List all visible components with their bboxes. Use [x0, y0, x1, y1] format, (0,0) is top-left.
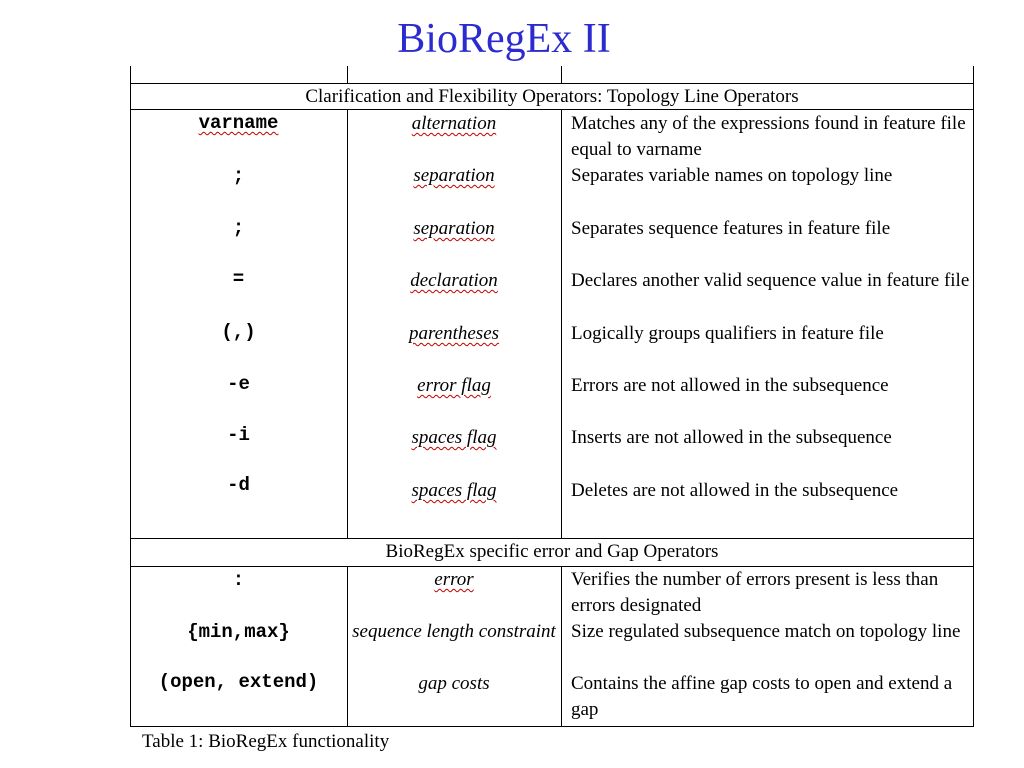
name-cell: [347, 163, 561, 189]
name-text: separation: [413, 218, 495, 239]
description-cell: Logically groups qualifiers in feature file: [571, 323, 884, 344]
name-text: spaces flag: [411, 427, 497, 448]
col-divider: [561, 566, 562, 727]
description-cell: Separates sequence features in feature file: [571, 218, 891, 239]
name-cell: [347, 111, 561, 137]
description-cell: Verifies the number of errors present is less than errors designated: [571, 569, 939, 616]
name-cell: [347, 373, 561, 399]
name-text: gap costs: [418, 673, 490, 694]
operator-cell: -i: [227, 424, 250, 446]
operator-cell: ;: [232, 217, 245, 239]
description-cell: Matches any of the expressions found in feature file equal to varname: [571, 113, 966, 160]
row-divider: [131, 109, 973, 110]
name-cell: [347, 216, 561, 242]
row-divider: [131, 83, 973, 84]
operator-cell: varname: [198, 112, 279, 134]
table-caption: Table 1: BioRegEx functionality: [142, 731, 390, 752]
description-cell: Separates variable names on topology line: [571, 165, 893, 186]
name-text: declaration: [410, 270, 498, 291]
name-cell: [347, 619, 561, 645]
description-cell: Contains the affine gap costs to open and extend a gap: [571, 673, 953, 720]
name-cell: [347, 268, 561, 294]
operator-cell: -e: [227, 373, 250, 395]
name-cell: [347, 671, 561, 697]
slide-title: BioRegEx II: [397, 16, 611, 62]
name-text: error: [434, 569, 474, 590]
description-cell: Declares another valid sequence value in feature file: [571, 270, 970, 291]
functionality-table: [130, 66, 974, 727]
operator-cell: -d: [227, 474, 250, 496]
operator-cell: {min,max}: [187, 621, 290, 643]
operator-cell: (open, extend): [158, 671, 319, 693]
operator-cell: ;: [232, 165, 245, 187]
name-text: error flag: [417, 375, 491, 396]
operator-cell: (,): [221, 321, 256, 343]
operator-cell: :: [232, 569, 245, 591]
name-text: separation: [413, 165, 495, 186]
section-heading: BioRegEx specific error and Gap Operators: [385, 541, 719, 562]
name-cell: [347, 478, 561, 504]
name-text: spaces flag: [411, 480, 497, 501]
col-divider: [561, 66, 562, 83]
section-heading: Clarification and Flexibility Operators: Topology Line Operators: [305, 86, 799, 107]
col-divider: [561, 109, 562, 538]
name-cell: [347, 321, 561, 347]
name-cell: [347, 425, 561, 451]
description-cell: Size regulated subsequence match on topology line: [571, 621, 961, 642]
description-cell: Errors are not allowed in the subsequence: [571, 375, 889, 396]
description-cell: Inserts are not allowed in the subsequence: [571, 427, 892, 448]
description-cell: Deletes are not allowed in the subsequence: [571, 480, 899, 501]
name-text: parentheses: [408, 323, 500, 344]
row-divider: [131, 538, 973, 539]
col-divider: [347, 66, 348, 83]
name-text: sequence length constraint: [352, 621, 556, 642]
name-text: alternation: [411, 113, 497, 134]
name-cell: [347, 567, 561, 593]
operator-cell: =: [232, 268, 245, 290]
